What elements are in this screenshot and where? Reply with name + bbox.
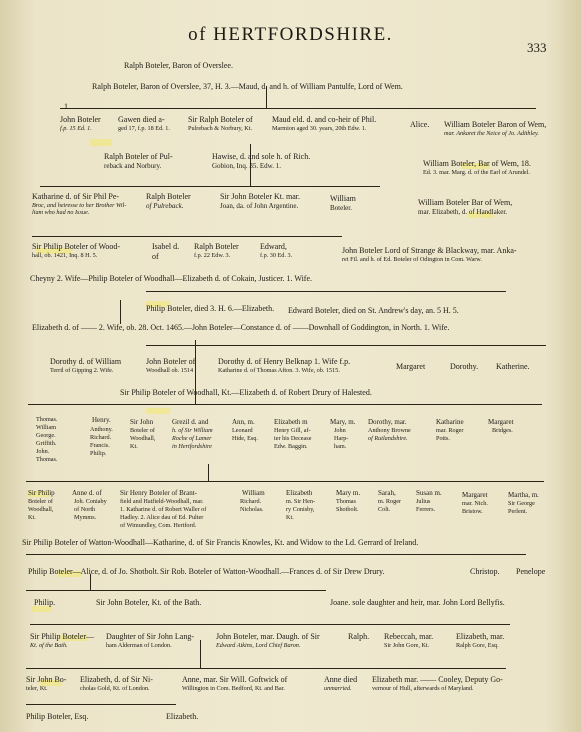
genealogy-entry: Richard.	[240, 498, 262, 505]
genealogy-entry: Boteler of	[130, 427, 155, 434]
genealogy-entry: Margaret	[396, 362, 426, 371]
genealogy-entry: Hawise, d. and sole h. of Rich.	[212, 152, 311, 161]
genealogy-entry: Henry Gill, af-	[274, 427, 311, 434]
genealogy-entry: Katharine	[436, 418, 464, 426]
genealogy-entry: Mary m.	[336, 489, 361, 497]
genealogy-entry: Gobion, Inq. 35. Edw. 1.	[212, 162, 281, 170]
genealogy-entry: Woodhall,	[28, 506, 54, 513]
genealogy-entry: mar. Elizabeth, d. of Handlaker.	[418, 208, 508, 216]
genealogy-entry: George.	[36, 432, 56, 439]
genealogy-entry: Sir John Bo-	[26, 675, 67, 684]
genealogy-entry: Sir Philip Boteler of Wood-	[32, 242, 121, 251]
highlight-mark	[146, 408, 170, 414]
genealogy-entry: Elizabeth m	[274, 418, 308, 426]
genealogy-entry: Philip Boteler, Esq.	[26, 712, 89, 721]
genealogy-entry: Ralph Boteler	[146, 192, 191, 201]
genealogy-entry: Sir Ralph Boteler of	[188, 115, 253, 124]
genealogy-entry: of Rutlandshire.	[368, 435, 408, 442]
genealogy-entry: Dorothy.	[450, 362, 479, 371]
genealogy-entry: Thomas.	[36, 456, 58, 463]
genealogy-entry: Cheyny 2. Wife—Philip Boteler of Woodhall—Elizabeth d. of Cokain, Justicer. 1. Wife.	[30, 274, 312, 283]
genealogy-entry: of	[152, 252, 159, 261]
genealogy-entry: Philip Boteler, died 3. H. 6.—Elizabeth.	[146, 304, 275, 313]
genealogy-entry: John	[334, 427, 346, 434]
genealogy-entry: Nicholas.	[240, 506, 264, 513]
genealogy-entry: Maud eld. d. and co-heir of Phil.	[272, 115, 377, 124]
genealogy-entry: Elizabeth, mar.	[456, 632, 505, 641]
genealogy-entry: Kt.	[130, 443, 138, 450]
genealogy-entry: Sir Henry Boteler of Brant-	[120, 489, 197, 497]
genealogy-entry: ry Conisby,	[286, 506, 315, 513]
genealogy-entry: Kt. of the Bath.	[30, 642, 68, 649]
genealogy-entry: William	[36, 424, 57, 431]
genealogy-entry: Sir John Gore, Kt.	[384, 642, 430, 649]
genealogy-entry: John.	[36, 448, 50, 455]
connector-line	[28, 404, 542, 405]
genealogy-entry: Griffith.	[36, 440, 57, 447]
genealogy-entry: Perlent.	[508, 508, 528, 515]
genealogy-entry: Kt.	[28, 514, 36, 521]
generation-number: 1	[64, 102, 68, 111]
genealogy-entry: Sir Philip Boteler of Watton-Woodhall—Katharine, d. of Sir Francis Knowles, Kt. and Widow to the Ld. Gerrard of Ireland.	[22, 538, 419, 547]
genealogy-entry: Edw. Baggin.	[274, 443, 308, 450]
genealogy-entry: William	[242, 489, 265, 497]
genealogy-entry: Marmion aged 30. years, 20th Edw. 1.	[272, 125, 367, 132]
genealogy-entry: Dorothy d. of Henry Belknap 1. Wife f.p.	[218, 357, 351, 366]
genealogy-entry: ham Alderman of London.	[106, 642, 172, 649]
genealogy-entry: Broc, and heiresse to her Brother Wil-	[32, 202, 127, 209]
genealogy-entry: Alice.	[410, 120, 430, 129]
connector-line	[60, 108, 536, 109]
genealogy-entry: f.p. 15 Ed. 1.	[60, 125, 92, 132]
connector-line	[90, 574, 91, 590]
genealogy-entry: Bristow.	[462, 508, 483, 515]
genealogy-entry: cholas Gold, Kt. of London.	[80, 685, 150, 692]
genealogy-entry: Daughter of Sir John Lang-	[106, 632, 194, 641]
genealogy-entry: Joan, da. of John Argentine.	[220, 202, 299, 210]
genealogy-entry: William Boteler Bar of Wem,	[418, 198, 513, 207]
genealogy-entry: Kt.	[286, 514, 294, 521]
genealogy-entry: ged 17, f.p. 18 Ed. 1.	[118, 125, 170, 132]
genealogy-entry: teler, Kt.	[26, 685, 48, 692]
genealogy-entry: Terril of Gipping 2. Wife.	[50, 367, 114, 374]
genealogy-entry: Dorothy, mar.	[368, 418, 407, 426]
genealogy-entry: William Boteler, Bar of Wem, 18.	[423, 159, 531, 168]
connector-line	[208, 464, 209, 481]
genealogy-entry: John Boteler, mar. Daugh. of Sir	[216, 632, 320, 641]
genealogy-entry: Ralph Boteler of Pul-	[104, 152, 173, 161]
genealogy-entry: Anthony Browne	[368, 427, 411, 434]
genealogy-entry: William Boteler Baron of Wem,	[444, 120, 547, 129]
genealogy-entry: John Boteler of	[146, 357, 196, 366]
genealogy-entry: m. Sir Hen-	[286, 498, 316, 505]
genealogy-entry: Ann, m.	[232, 418, 255, 426]
connector-line	[146, 345, 546, 346]
genealogy-entry: Shotbolt.	[336, 506, 359, 513]
genealogy-entry: vernour of Hull, afterwards of Maryland.	[372, 685, 474, 692]
genealogy-entry: mar. Roger	[436, 427, 464, 434]
genealogy-entry: Harp-	[334, 435, 349, 442]
genealogy-entry: Pulrebach & Norbury, Kt.	[188, 125, 253, 132]
genealogy-entry: Joane. sole daughter and heir, mar. John Lord Bellyfis.	[330, 598, 505, 607]
genealogy-entry: of Wimundley, Com. Hertford.	[120, 522, 197, 529]
connector-line	[32, 236, 342, 237]
genealogy-entry: Elizabeth	[286, 489, 313, 497]
genealogy-entry: Anne died	[324, 675, 358, 684]
genealogy-entry: Ralph Boteler, Baron of Overslee, 37, H. 3.—Maud, d. and h. of William Pantulfe, Lord of Wem.	[92, 82, 403, 91]
genealogy-entry: Philip.	[90, 450, 107, 457]
genealogy-entry: Roche of Lamer	[172, 435, 212, 442]
highlight-mark	[90, 139, 112, 146]
genealogy-entry: John Boteler	[60, 115, 101, 124]
genealogy-entry: f.p. 30 Ed. 3.	[260, 252, 293, 259]
genealogy-entry: Joh. Coniaby	[74, 498, 107, 505]
genealogy-entry: h. of Sir William	[172, 427, 213, 434]
connector-line	[26, 590, 326, 591]
genealogy-entry: Ed. 3. mar. Marg. d. of the Earl of Arundel.	[423, 169, 530, 176]
genealogy-entry: Sir Rob. Boteler of Watton-Woodhall.—Frances d. of Sir Drew Drury.	[160, 567, 385, 576]
genealogy-entry: Mary, m.	[330, 418, 356, 426]
genealogy-entry: m. Roger	[378, 498, 402, 505]
genealogy-entry: Sir Philip	[28, 489, 55, 497]
connector-line	[26, 704, 176, 705]
genealogy-entry: Martha, m.	[508, 491, 539, 499]
genealogy-entry: Colt.	[378, 506, 391, 513]
genealogy-entry: Edward Boteler, died on St. Andrew's day, an. 5 H. 5.	[288, 306, 459, 315]
genealogy-entry: Leonard	[232, 427, 253, 434]
connector-line	[146, 291, 506, 292]
genealogy-entry: Henry.	[92, 416, 111, 424]
genealogy-entry: reback and Norbury.	[104, 162, 162, 170]
genealogy-entry: Sir George	[508, 500, 535, 507]
genealogy-entry: Elizabeth, d. of Sir Ni-	[80, 675, 153, 684]
genealogy-entry: mar. Ankaret the Neice of Jo. Adithley.	[444, 130, 539, 137]
genealogy-entry: 1. Katharine d. of Robert Waller of	[120, 506, 207, 513]
genealogy-entry: ter his Decease	[274, 435, 312, 442]
connector-line	[30, 624, 510, 625]
genealogy-entry: Katharine d. of Thomas Afton. 3. Wife, ob. 1515.	[218, 367, 340, 374]
genealogy-entry: William	[330, 194, 356, 203]
genealogy-entry: Grezil d. and	[172, 418, 209, 426]
genealogy-entry: Ralph.	[348, 632, 370, 641]
genealogy-entry: John Boteler Lord of Strange & Blackway, mar. Anka-	[342, 246, 517, 255]
genealogy-entry: liam who had no Issue.	[32, 209, 90, 216]
genealogy-entry: Ralph Gore, Esq.	[456, 642, 499, 649]
genealogy-entry: Susan m.	[416, 489, 442, 497]
genealogy-entry: Mymms.	[74, 514, 97, 521]
genealogy-entry: Julius	[416, 498, 431, 505]
genealogy-entry: Edward Atkins, Lord Chief Baron.	[216, 642, 301, 649]
genealogy-entry: Elizabeth d. of —— 2. Wife, ob. 28. Oct. 1465.—John Boteler—Constance d. of ——Downhall of Goddington, in North. 1. Wife.	[32, 323, 450, 332]
genealogy-entry: Francis.	[90, 442, 110, 449]
genealogy-entry: Anne, mar. Sir Will. Goftwick of	[182, 675, 288, 684]
genealogy-entry: Katherine.	[496, 362, 530, 371]
genealogy-entry: Ferrers.	[416, 506, 436, 513]
genealogy-entry: Boteler.	[330, 204, 352, 212]
genealogy-entry: Ralph Boteler, Baron of Overslee.	[124, 61, 233, 70]
genealogy-entry: of North	[74, 506, 96, 513]
genealogy-entry: f.p. 22 Edw. 3.	[194, 252, 231, 259]
page-title: of HERTFORDSHIRE.	[188, 24, 393, 45]
genealogy-entry: Sir Philip Boteler—	[30, 632, 94, 641]
genealogy-entry: Philip Boteler—Alice, d. of Jo. Shotbolt.	[28, 567, 159, 576]
genealogy-entry: Anthony.	[90, 426, 113, 433]
genealogy-entry: Isabel d.	[152, 242, 180, 251]
genealogy-entry: Dorothy d. of William	[50, 357, 122, 366]
genealogy-entry: Philip.	[34, 598, 56, 607]
page-number: 333	[527, 40, 547, 55]
genealogy-entry: Hide, Esq.	[232, 435, 258, 442]
genealogy-entry: Sir Philip Boteler of Woodhall, Kt.—Elizabeth d. of Robert Drury of Halested.	[120, 388, 372, 397]
genealogy-entry: Penelope	[516, 567, 546, 576]
genealogy-entry: unmarried.	[324, 685, 352, 692]
genealogy-entry: Richard.	[90, 434, 112, 441]
genealogy-entry: Christop.	[470, 567, 500, 576]
genealogy-entry: in Hertfordshire	[172, 443, 212, 450]
genealogy-entry: Elizabeth mar. —— Cooley, Deputy Go-	[372, 675, 503, 684]
genealogy-entry: Katharine d. of Sir Phil Pe-	[32, 192, 120, 201]
genealogy-entry: mar. Nich.	[462, 500, 488, 507]
genealogy-entry: Gawen died a-	[118, 115, 165, 124]
genealogy-entry: Margaret	[462, 491, 488, 499]
genealogy-entry: hall, ob. 1421, Inq. 8 H. 5.	[32, 252, 98, 259]
genealogy-entry: Ralph Boteler	[194, 242, 239, 251]
genealogy-entry: ham.	[334, 443, 347, 450]
connector-line	[26, 481, 544, 482]
genealogy-entry: Woodhall ob. 1514	[146, 367, 194, 374]
genealogy-entry: Thomas.	[36, 416, 58, 423]
connector-line	[200, 640, 201, 668]
connector-line	[26, 554, 526, 555]
genealogy-entry: Sarah,	[378, 489, 396, 497]
genealogy-entry: Willington in Com. Bedford, Kt. and Bar.	[182, 685, 285, 692]
genealogy-entry: Sir John Boteler Kt. mar.	[220, 192, 300, 201]
genealogy-entry: Sir John Boteler, Kt. of the Bath.	[96, 598, 202, 607]
genealogy-entry: Sir John	[130, 418, 154, 426]
genealogy-entry: Anne d. of	[72, 489, 102, 497]
genealogy-entry: Bridges.	[492, 427, 513, 434]
genealogy-entry: of Pulreback.	[146, 202, 184, 210]
connector-line	[40, 186, 380, 187]
genealogy-entry: Rebeccah, mar.	[384, 632, 434, 641]
genealogy-entry: field and Hatfield-Woodhall, mar.	[120, 498, 204, 505]
genealogy-entry: Elizabeth.	[166, 712, 199, 721]
connector-line	[26, 668, 506, 669]
genealogy-entry: Woodhall,	[130, 435, 156, 442]
genealogy-entry: Edward,	[260, 242, 287, 251]
genealogy-entry: ret Fil. and h. of Ed. Boteler of Odington in Com. Warw.	[342, 256, 482, 263]
genealogy-entry: Hadley. 2. Alice dau of Ed. Pulter	[120, 514, 204, 521]
genealogy-entry: Boteler of	[28, 498, 53, 505]
genealogy-entry: Potts.	[436, 435, 450, 442]
genealogy-entry: Thomas	[336, 498, 356, 505]
connector-line	[120, 300, 121, 324]
genealogy-entry: Margaret	[488, 418, 514, 426]
